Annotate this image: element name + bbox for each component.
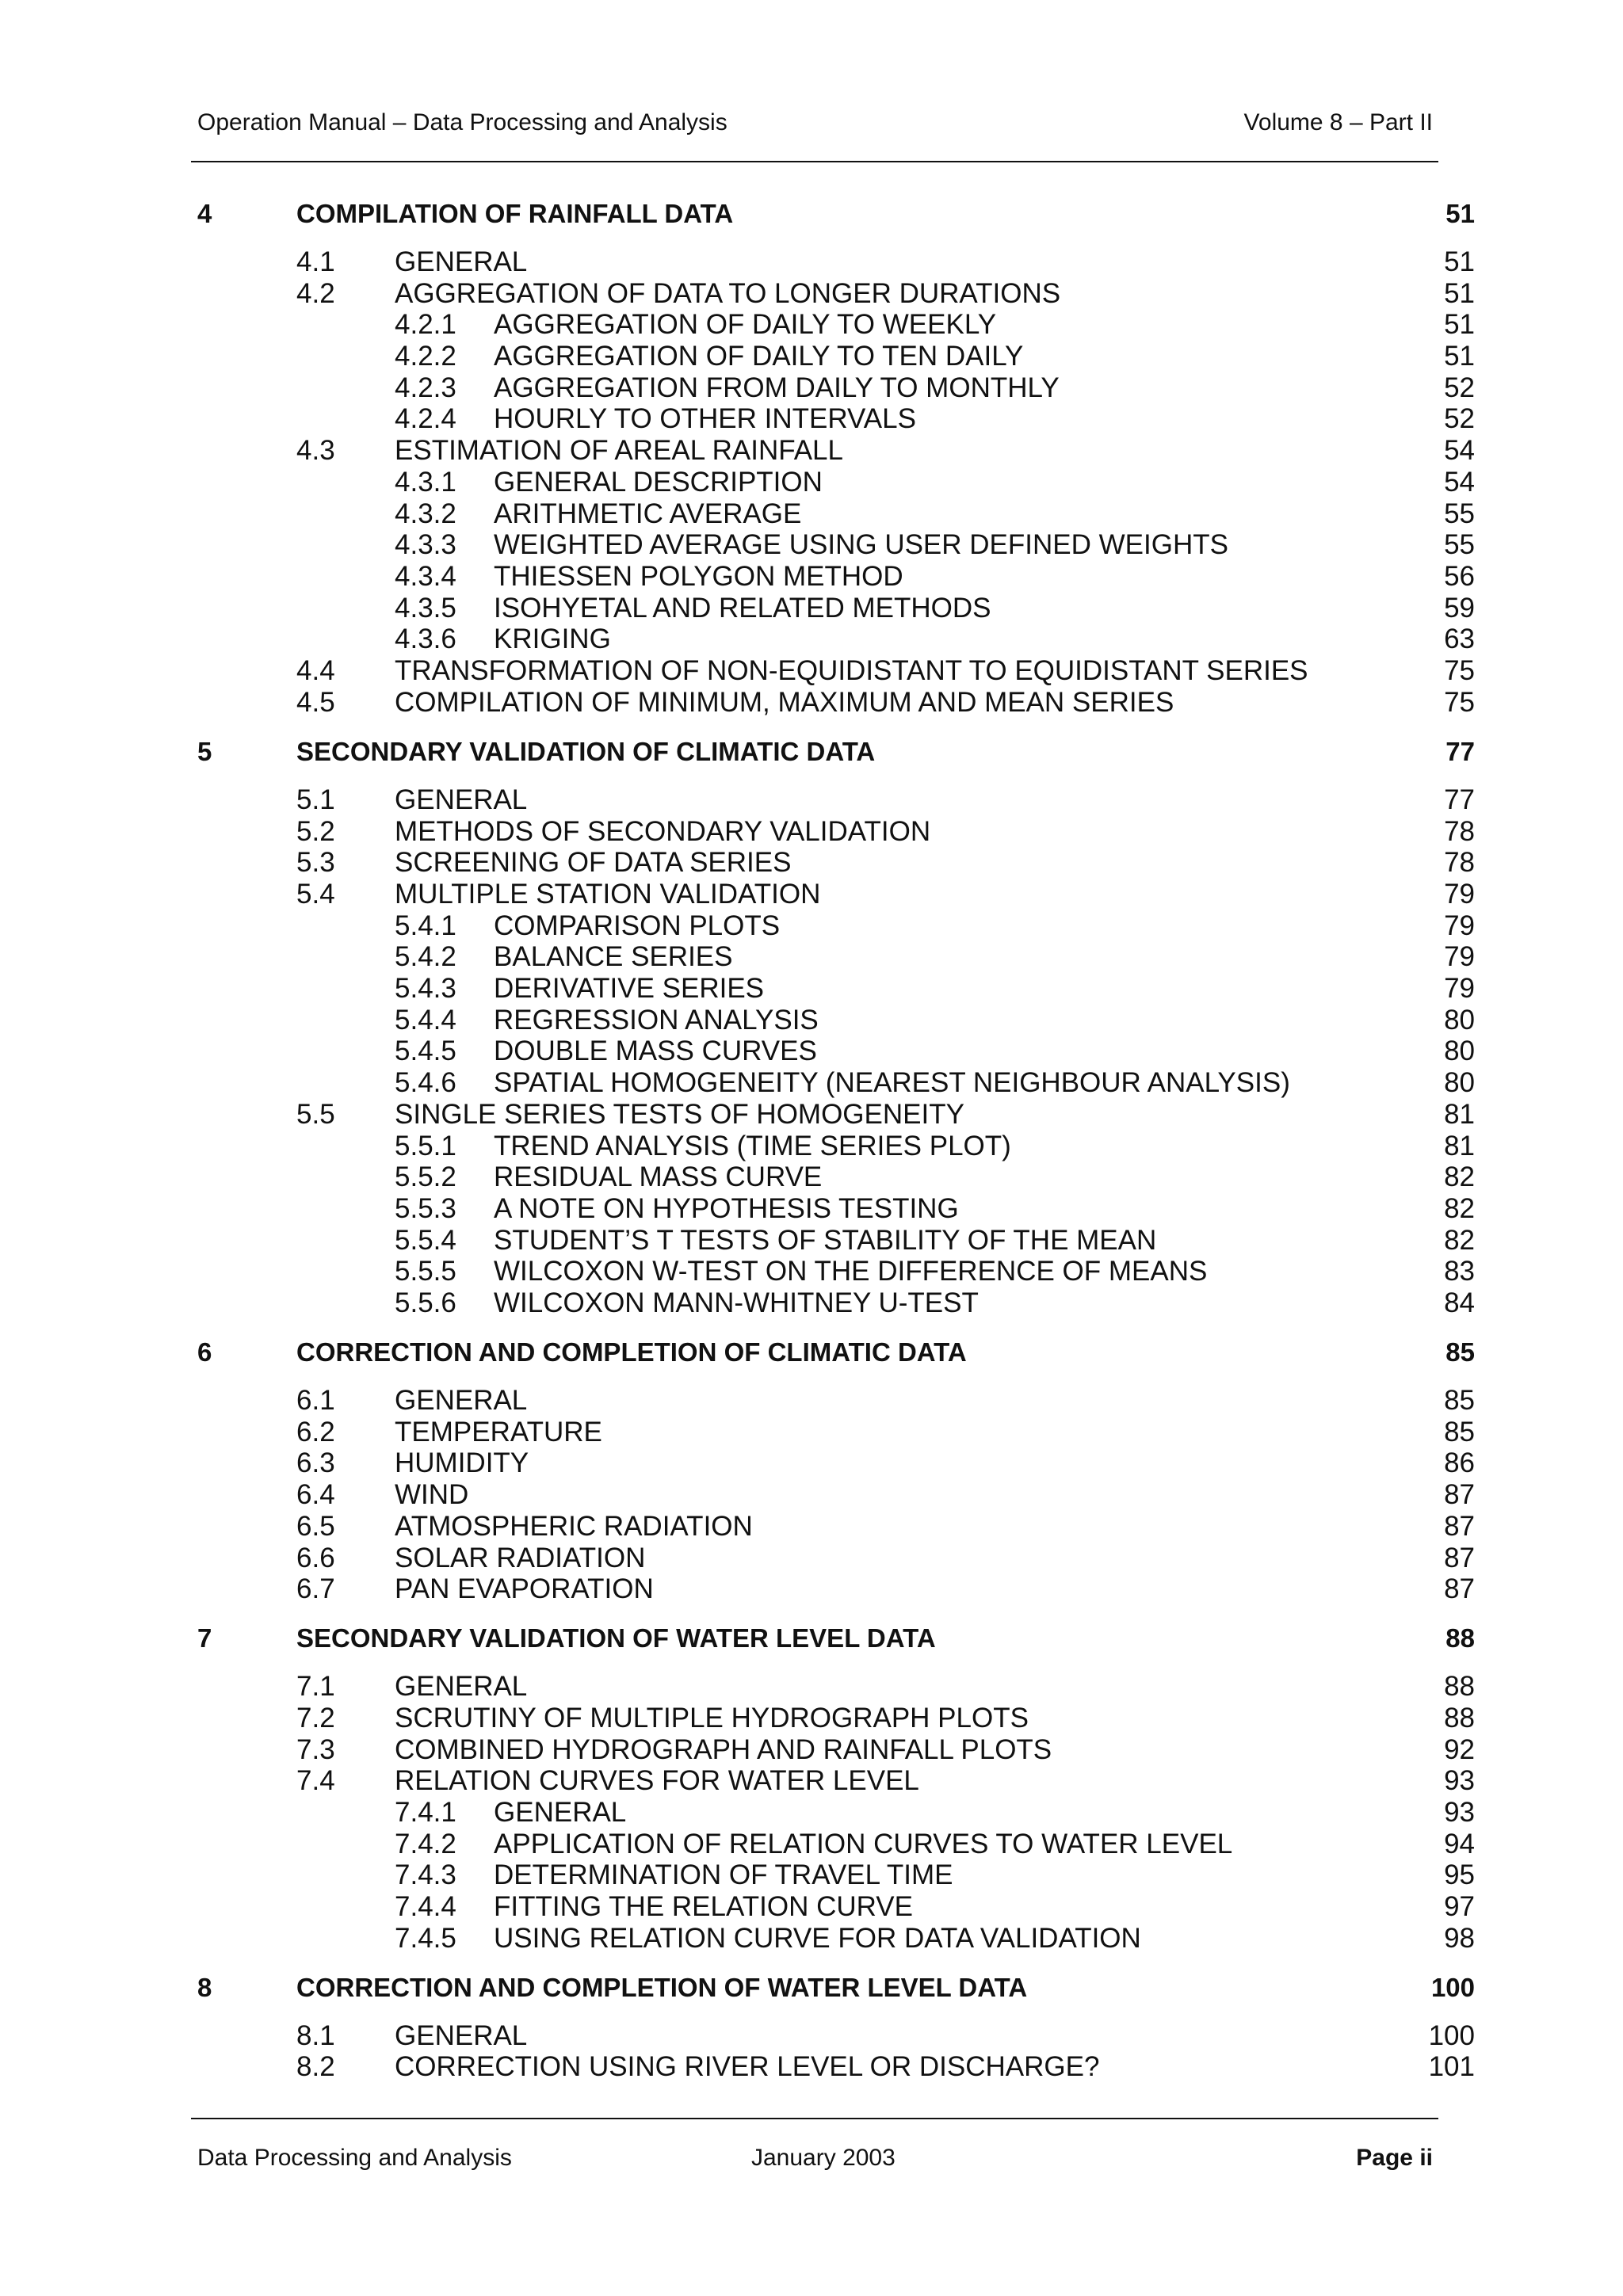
toc-entry-page: 82 — [1444, 1225, 1475, 1256]
toc-sub-row — [0, 1287, 1623, 1319]
toc-entry-number: 4.2.1 — [395, 309, 456, 340]
toc-entry-title: SPATIAL HOMOGENEITY (NEAREST NEIGHBOUR ANALYSIS) — [494, 1067, 1290, 1098]
toc-entry-number: 5.5.4 — [395, 1225, 456, 1256]
toc-entry-page: 51 — [1444, 246, 1475, 277]
toc-entry-page: 85 — [1444, 1385, 1475, 1416]
toc-sub-row — [0, 467, 1623, 498]
toc-section-row — [0, 1099, 1623, 1131]
toc-sub-row — [0, 1256, 1623, 1287]
toc-chapter-row — [0, 198, 1623, 230]
toc-entry-page: 87 — [1444, 1573, 1475, 1604]
toc-entry-page: 101 — [1428, 2051, 1475, 2082]
toc-entry-title: SINGLE SERIES TESTS OF HOMOGENEITY — [395, 1099, 964, 1130]
toc-entry-number: 6.1 — [296, 1385, 335, 1416]
toc-entry-title: THIESSEN POLYGON METHOD — [494, 561, 903, 592]
toc-entry-page: 85 — [1445, 1337, 1475, 1367]
toc-entry-title: GENERAL — [395, 246, 528, 277]
toc-entry-page: 78 — [1444, 816, 1475, 847]
toc-entry-number: 5.5.5 — [395, 1256, 456, 1287]
toc-entry-title: REGRESSION ANALYSIS — [494, 1005, 819, 1035]
toc-entry-title: COMPILATION OF RAINFALL DATA — [296, 199, 734, 228]
toc-entry-page: 87 — [1444, 1543, 1475, 1573]
toc-entry-page: 80 — [1444, 1005, 1475, 1035]
toc-section-row — [0, 1385, 1623, 1417]
toc-chapter-row — [0, 736, 1623, 768]
toc-entry-number: 6.7 — [296, 1573, 335, 1604]
toc-sub-row — [0, 1923, 1623, 1955]
toc-section-row — [0, 816, 1623, 848]
toc-entry-title: CORRECTION USING RIVER LEVEL OR DISCHARGE? — [395, 2051, 1100, 2082]
toc-entry-number: 4.3.2 — [395, 498, 456, 529]
toc-section-row — [0, 847, 1623, 879]
toc-entry-title: RESIDUAL MASS CURVE — [494, 1161, 823, 1192]
toc-section-row — [0, 1734, 1623, 1766]
toc-entry-title: WIND — [395, 1479, 469, 1510]
footer-page-number: Page ii — [1356, 2145, 1433, 2171]
footer-divider — [191, 2118, 1438, 2119]
toc-section-row — [0, 1765, 1623, 1797]
toc-entry-number: 7.2 — [296, 1703, 335, 1733]
toc-entry-number: 5.4.2 — [395, 941, 456, 972]
toc-entry-page: 54 — [1444, 435, 1475, 466]
toc-entry-page: 93 — [1444, 1765, 1475, 1796]
toc-entry-title: A NOTE ON HYPOTHESIS TESTING — [494, 1193, 959, 1224]
toc-entry-title: ARITHMETIC AVERAGE — [494, 498, 802, 529]
toc-entry-title: METHODS OF SECONDARY VALIDATION — [395, 816, 931, 847]
toc-section-row — [0, 1511, 1623, 1543]
toc-entry-number: 5.4.5 — [395, 1035, 456, 1066]
toc-sub-row — [0, 1193, 1623, 1225]
toc-entry-page: 85 — [1444, 1417, 1475, 1447]
toc-entry-title: AGGREGATION OF DATA TO LONGER DURATIONS — [395, 278, 1061, 309]
toc-section-row — [0, 1671, 1623, 1703]
toc-entry-page: 75 — [1444, 687, 1475, 718]
toc-sub-row — [0, 1891, 1623, 1923]
toc-sub-row — [0, 1829, 1623, 1860]
toc-entry-title: SOLAR RADIATION — [395, 1543, 646, 1573]
toc-entry-number: 7.4 — [296, 1765, 335, 1796]
toc-entry-title: ATMOSPHERIC RADIATION — [395, 1511, 753, 1542]
toc-entry-number: 5.4.1 — [395, 910, 456, 941]
toc-entry-number: 4.3.5 — [395, 593, 456, 624]
toc-section-row — [0, 655, 1623, 687]
toc-entry-title: HUMIDITY — [395, 1447, 529, 1478]
toc-entry-page: 77 — [1444, 784, 1475, 815]
toc-entry-page: 51 — [1444, 278, 1475, 309]
toc-entry-page: 52 — [1444, 403, 1475, 434]
toc-entry-title: MULTIPLE STATION VALIDATION — [395, 879, 821, 910]
toc-section-row — [0, 2020, 1623, 2052]
toc-entry-number: 8.2 — [296, 2051, 335, 2082]
toc-entry-page: 80 — [1444, 1067, 1475, 1098]
toc-entry-number: 7.4.2 — [395, 1829, 456, 1859]
toc-entry-page: 63 — [1444, 624, 1475, 654]
toc-entry-page: 55 — [1444, 498, 1475, 529]
toc-entry-number: 7.4.1 — [395, 1797, 456, 1828]
toc-entry-page: 84 — [1444, 1287, 1475, 1318]
toc-entry-page: 87 — [1444, 1511, 1475, 1542]
toc-sub-row — [0, 973, 1623, 1005]
toc-chapter-row — [0, 1972, 1623, 2004]
toc-entry-title: SECONDARY VALIDATION OF CLIMATIC DATA — [296, 737, 876, 766]
toc-entry-number: 7 — [197, 1623, 212, 1653]
toc-entry-number: 5.5.6 — [395, 1287, 456, 1318]
toc-sub-row — [0, 624, 1623, 655]
toc-entry-number: 4.2 — [296, 278, 335, 309]
toc-section-row — [0, 246, 1623, 278]
toc-entry-page: 56 — [1444, 561, 1475, 592]
toc-sub-row — [0, 1067, 1623, 1099]
toc-entry-number: 4.2.4 — [395, 403, 456, 434]
toc-entry-number: 5.5.3 — [395, 1193, 456, 1224]
toc-entry-number: 6.5 — [296, 1511, 335, 1542]
toc-entry-page: 100 — [1430, 1973, 1475, 2002]
toc-entry-number: 5.4.4 — [395, 1005, 456, 1035]
toc-section-row — [0, 1479, 1623, 1511]
toc-entry-title: TRANSFORMATION OF NON-EQUIDISTANT TO EQUIDISTANT SERIES — [395, 655, 1308, 686]
toc-entry-page: 100 — [1428, 2020, 1475, 2051]
toc-entry-page: 51 — [1445, 199, 1475, 228]
toc-entry-page: 83 — [1444, 1256, 1475, 1287]
toc-entry-number: 5.5.2 — [395, 1161, 456, 1192]
toc-entry-title: DERIVATIVE SERIES — [494, 973, 765, 1004]
toc-sub-row — [0, 529, 1623, 561]
toc-entry-number: 4 — [197, 199, 212, 228]
toc-entry-number: 4.3.1 — [395, 467, 456, 498]
toc-entry-page: 79 — [1444, 879, 1475, 910]
toc-entry-title: COMPARISON PLOTS — [494, 910, 781, 941]
header-title: Operation Manual – Data Processing and Analysis — [197, 109, 727, 135]
toc-entry-page: 79 — [1444, 973, 1475, 1004]
toc-entry-number: 6.6 — [296, 1543, 335, 1573]
toc-entry-page: 88 — [1444, 1703, 1475, 1733]
toc-entry-page: 80 — [1444, 1035, 1475, 1066]
toc-entry-page: 78 — [1444, 847, 1475, 878]
toc-sub-row — [0, 1035, 1623, 1067]
toc-entry-page: 52 — [1444, 372, 1475, 403]
toc-entry-title: FITTING THE RELATION CURVE — [494, 1891, 913, 1922]
toc-entry-page: 75 — [1444, 655, 1475, 686]
toc-sub-row — [0, 372, 1623, 404]
toc-entry-title: GENERAL — [395, 1671, 528, 1702]
toc-entry-number: 5.1 — [296, 784, 335, 815]
toc-sub-row — [0, 1161, 1623, 1193]
toc-entry-title: GENERAL — [494, 1797, 627, 1828]
toc-entry-title: WILCOXON W-TEST ON THE DIFFERENCE OF MEANS — [494, 1256, 1208, 1287]
toc-entry-number: 7.4.5 — [395, 1923, 456, 1954]
toc-sub-row — [0, 941, 1623, 973]
toc-entry-title: DOUBLE MASS CURVES — [494, 1035, 817, 1066]
toc-section-row — [0, 879, 1623, 910]
toc-section-row — [0, 278, 1623, 310]
toc-entry-page: 82 — [1444, 1193, 1475, 1224]
toc-sub-row — [0, 593, 1623, 624]
toc-sub-row — [0, 1005, 1623, 1036]
toc-entry-title: WILCOXON MANN-WHITNEY U-TEST — [494, 1287, 979, 1318]
toc-entry-number: 5.4 — [296, 879, 335, 910]
toc-entry-page: 55 — [1444, 529, 1475, 560]
toc-sub-row — [0, 910, 1623, 942]
toc-entry-title: BALANCE SERIES — [494, 941, 733, 972]
page-footer — [197, 2145, 1433, 2180]
toc-entry-number: 5.2 — [296, 816, 335, 847]
toc-entry-number: 5.4.6 — [395, 1067, 456, 1098]
toc-entry-page: 86 — [1444, 1447, 1475, 1478]
toc-entry-number: 7.1 — [296, 1671, 335, 1702]
toc-entry-page: 88 — [1444, 1671, 1475, 1702]
toc-section-row — [0, 1703, 1623, 1734]
toc-entry-number: 4.3.4 — [395, 561, 456, 592]
toc-section-row — [0, 1573, 1623, 1605]
toc-entry-title: SCRUTINY OF MULTIPLE HYDROGRAPH PLOTS — [395, 1703, 1029, 1733]
toc-entry-number: 5.5.1 — [395, 1131, 456, 1161]
toc-entry-page: 77 — [1445, 737, 1475, 766]
toc-entry-title: ISOHYETAL AND RELATED METHODS — [494, 593, 991, 624]
toc-sub-row — [0, 309, 1623, 341]
toc-entry-title: AGGREGATION OF DAILY TO WEEKLY — [494, 309, 997, 340]
toc-entry-title: COMBINED HYDROGRAPH AND RAINFALL PLOTS — [395, 1734, 1052, 1765]
toc-entry-number: 6.4 — [296, 1479, 335, 1510]
toc-entry-title: AGGREGATION FROM DAILY TO MONTHLY — [494, 372, 1060, 403]
toc-entry-number: 4.3.3 — [395, 529, 456, 560]
toc-entry-title: HOURLY TO OTHER INTERVALS — [494, 403, 916, 434]
toc-entry-title: RELATION CURVES FOR WATER LEVEL — [395, 1765, 919, 1796]
toc-entry-title: SECONDARY VALIDATION OF WATER LEVEL DATA — [296, 1623, 936, 1653]
toc-entry-title: ESTIMATION OF AREAL RAINFALL — [395, 435, 843, 466]
toc-entry-number: 7.4.4 — [395, 1891, 456, 1922]
toc-sub-row — [0, 1131, 1623, 1162]
toc-section-row — [0, 2051, 1623, 2083]
toc-entry-title: TEMPERATURE — [395, 1417, 602, 1447]
toc-sub-row — [0, 1225, 1623, 1257]
toc-entry-number: 5.3 — [296, 847, 335, 878]
toc-entry-title: COMPILATION OF MINIMUM, MAXIMUM AND MEAN SERIES — [395, 687, 1174, 718]
toc-section-row — [0, 1417, 1623, 1448]
toc-section-row — [0, 1543, 1623, 1574]
toc-entry-number: 4.1 — [296, 246, 335, 277]
toc-sub-row — [0, 561, 1623, 593]
toc-section-row — [0, 784, 1623, 816]
toc-entry-page: 79 — [1444, 910, 1475, 941]
toc-entry-page: 98 — [1444, 1923, 1475, 1954]
toc-entry-title: TREND ANALYSIS (TIME SERIES PLOT) — [494, 1131, 1011, 1161]
toc-entry-page: 51 — [1444, 341, 1475, 372]
footer-title: Data Processing and Analysis — [197, 2145, 512, 2171]
toc-entry-number: 4.2.3 — [395, 372, 456, 403]
toc-entry-title: GENERAL DESCRIPTION — [494, 467, 823, 498]
toc-entry-number: 4.3 — [296, 435, 335, 466]
toc-entry-page: 81 — [1444, 1099, 1475, 1130]
toc-entry-page: 81 — [1444, 1131, 1475, 1161]
toc-entry-title: GENERAL — [395, 784, 528, 815]
toc-entry-title: CORRECTION AND COMPLETION OF WATER LEVEL DATA — [296, 1973, 1028, 2002]
toc-section-row — [0, 1447, 1623, 1479]
toc-entry-page: 94 — [1444, 1829, 1475, 1859]
toc-entry-page: 92 — [1444, 1734, 1475, 1765]
toc-entry-page: 51 — [1444, 309, 1475, 340]
toc-sub-row — [0, 1797, 1623, 1829]
toc-entry-number: 4.3.6 — [395, 624, 456, 654]
toc-entry-title: CORRECTION AND COMPLETION OF CLIMATIC DATA — [296, 1337, 967, 1367]
toc-chapter-row — [0, 1337, 1623, 1368]
toc-entry-number: 6.2 — [296, 1417, 335, 1447]
toc-entry-page: 95 — [1444, 1859, 1475, 1890]
toc-entry-page: 82 — [1444, 1161, 1475, 1192]
toc-entry-title: SCREENING OF DATA SERIES — [395, 847, 792, 878]
toc-entry-page: 88 — [1445, 1623, 1475, 1653]
toc-entry-title: WEIGHTED AVERAGE USING USER DEFINED WEIGHTS — [494, 529, 1228, 560]
toc-entry-number: 5.5 — [296, 1099, 335, 1130]
toc-entry-title: KRIGING — [494, 624, 611, 654]
toc-entry-title: USING RELATION CURVE FOR DATA VALIDATION — [494, 1923, 1141, 1954]
toc-section-row — [0, 687, 1623, 719]
toc-entry-number: 6 — [197, 1337, 212, 1367]
toc-entry-number: 7.4.3 — [395, 1859, 456, 1890]
toc-sub-row — [0, 498, 1623, 530]
toc-chapter-row — [0, 1623, 1623, 1654]
toc-entry-number: 4.4 — [296, 655, 335, 686]
toc-sub-row — [0, 403, 1623, 435]
toc-entry-page: 87 — [1444, 1479, 1475, 1510]
toc-entry-title: STUDENT’S T TESTS OF STABILITY OF THE MEAN — [494, 1225, 1157, 1256]
toc-entry-page: 97 — [1444, 1891, 1475, 1922]
toc-entry-number: 4.2.2 — [395, 341, 456, 372]
toc-entry-title: DETERMINATION OF TRAVEL TIME — [494, 1859, 953, 1890]
toc-entry-title: PAN EVAPORATION — [395, 1573, 654, 1604]
toc-entry-title: APPLICATION OF RELATION CURVES TO WATER LEVEL — [494, 1829, 1233, 1859]
toc-entry-title: AGGREGATION OF DAILY TO TEN DAILY — [494, 341, 1024, 372]
toc-entry-page: 79 — [1444, 941, 1475, 972]
toc-entry-number: 4.5 — [296, 687, 335, 718]
toc-entry-title: GENERAL — [395, 2020, 528, 2051]
toc-entry-number: 5.4.3 — [395, 973, 456, 1004]
toc-entry-number: 5 — [197, 737, 212, 766]
toc-section-row — [0, 435, 1623, 467]
toc-entry-number: 7.3 — [296, 1734, 335, 1765]
toc-entry-number: 8.1 — [296, 2020, 335, 2051]
toc-entry-page: 93 — [1444, 1797, 1475, 1828]
toc-entry-title: GENERAL — [395, 1385, 528, 1416]
toc-sub-row — [0, 1859, 1623, 1891]
toc-sub-row — [0, 341, 1623, 372]
footer-date: January 2003 — [751, 2145, 896, 2171]
toc-entry-page: 59 — [1444, 593, 1475, 624]
header-volume: Volume 8 – Part II — [1243, 109, 1433, 135]
toc-entry-number: 6.3 — [296, 1447, 335, 1478]
toc-entry-number: 8 — [197, 1973, 212, 2002]
toc-entry-page: 54 — [1444, 467, 1475, 498]
